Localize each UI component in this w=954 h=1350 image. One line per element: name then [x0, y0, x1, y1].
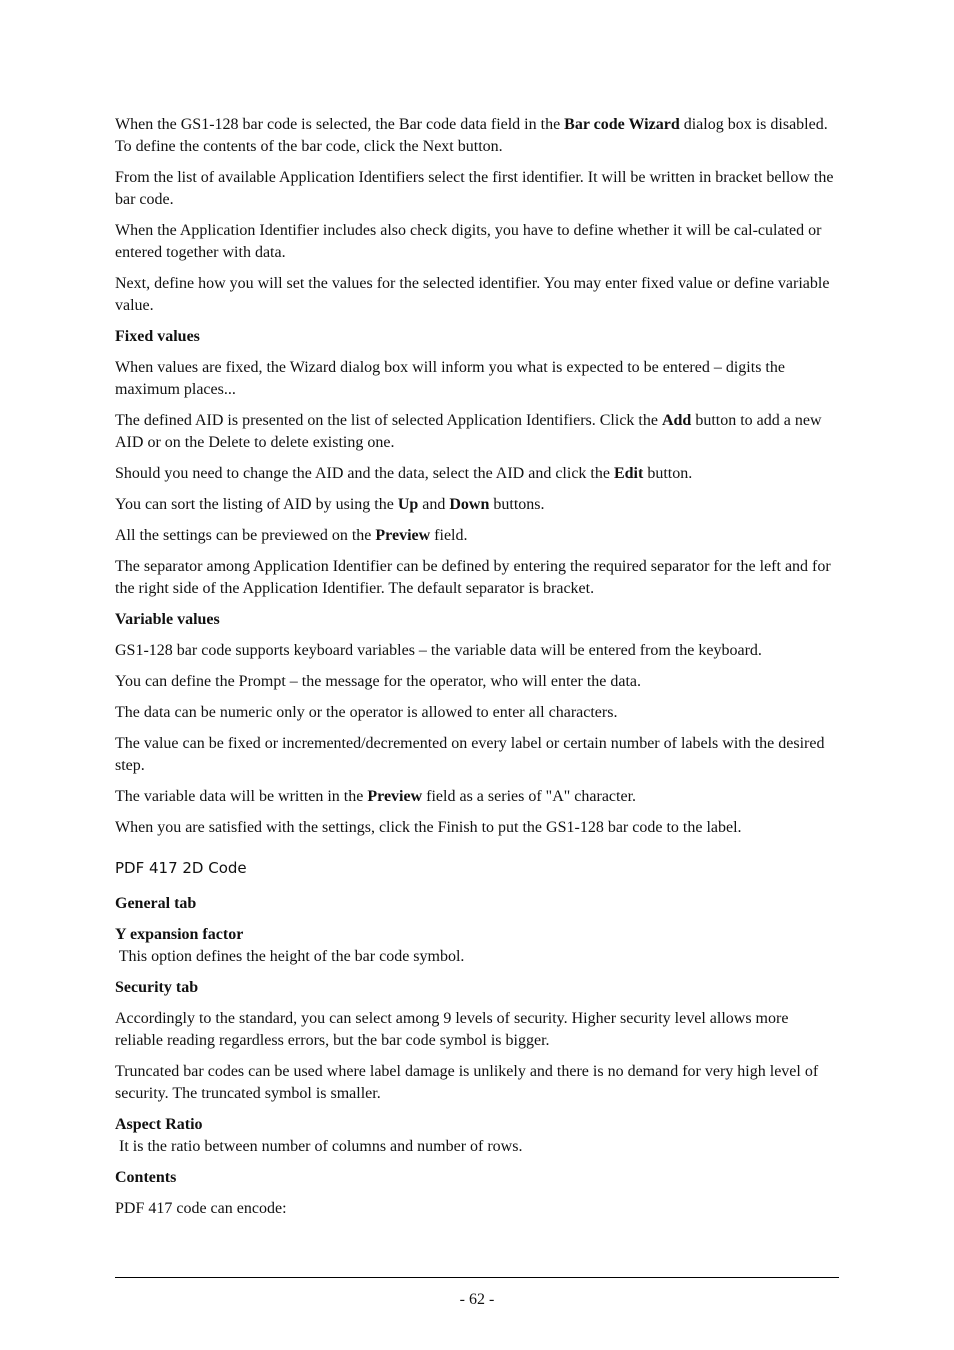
paragraph: When the GS1-128 bar code is selected, the Bar code data field in the Bar code Wizard dialog box is disabled. To define the contents of the bar code, click the Next button.: [115, 116, 828, 155]
y-expansion-heading: Y expansion factor: [115, 926, 244, 943]
paragraph: From the list of available Application Identifiers select the first identifier. It will be written in bracket bellow the bar code.: [115, 169, 834, 208]
paragraph: When you are satisfied with the settings, click the Finish to put the GS1-128 bar code to the label.: [115, 819, 742, 836]
paragraph: The variable data will be written in the Preview field as a series of "A" character.: [115, 788, 637, 805]
bold-term: Preview: [367, 788, 423, 805]
paragraph: All the settings can be previewed on the Preview field.: [115, 527, 468, 544]
fixed-values-heading: Fixed values: [115, 328, 200, 345]
paragraph: The separator among Application Identifier can be defined by entering the required separator for the left and for the right side of the Application Identifier. The default separator is bracket.: [115, 558, 831, 597]
paragraph: You can define the Prompt – the message for the operator, who will enter the data.: [115, 673, 642, 690]
paragraph: You can sort the listing of AID by using the Up and Down buttons.: [115, 496, 545, 513]
paragraph: Truncated bar codes can be used where label damage is unlikely and there is no demand for very high level of security. The truncated symbol is smaller.: [115, 1063, 819, 1102]
security-tab-heading: Security tab: [115, 979, 199, 996]
page-number: - 62 -: [459, 1291, 495, 1308]
paragraph: Next, define how you will set the values for the selected identifier. You may enter fixed value or define variable value.: [115, 275, 830, 314]
paragraph: PDF 417 code can encode:: [115, 1200, 287, 1217]
paragraph: GS1-128 bar code supports keyboard variables – the variable data will be entered from the keyboard.: [115, 642, 762, 659]
paragraph: Should you need to change the AID and the data, select the AID and click the Edit button.: [115, 465, 693, 482]
general-tab-heading: General tab: [115, 895, 197, 912]
contents-heading: Contents: [115, 1169, 177, 1186]
bold-term: Add: [661, 412, 692, 429]
bold-term: Preview: [375, 527, 431, 544]
paragraph: When the Application Identifier includes also check digits, you have to define whether it will be cal-culated or entered together with data.: [115, 222, 822, 261]
footer-divider: [115, 1277, 839, 1278]
paragraph: The data can be numeric only or the operator is allowed to enter all characters.: [115, 704, 618, 721]
paragraph: The defined AID is presented on the list of selected Application Identifiers. Click the Add button to add a new AID or on the Delete to delete existing one.: [115, 412, 822, 451]
variable-values-heading: Variable values: [115, 611, 220, 628]
paragraph: The value can be fixed or incremented/decremented on every label or certain number of labels with the desired step.: [115, 735, 825, 774]
paragraph: When values are fixed, the Wizard dialog box will inform you what is expected to be entered – digits the maximum places...: [115, 359, 785, 398]
document-body: [115, 114, 839, 1229]
bold-term: Bar code Wizard: [564, 116, 680, 133]
section-title: PDF 417 2D Code: [115, 859, 247, 877]
paragraph: Accordingly to the standard, you can select among 9 levels of security. Higher security level allows more reliable reading regardless errors, but the bar code symbol is bigger.: [115, 1010, 789, 1049]
bold-term: Up: [397, 496, 419, 513]
paragraph: This option defines the height of the bar code symbol.: [115, 948, 465, 965]
paragraph: It is the ratio between number of columns and number of rows.: [115, 1138, 523, 1155]
bold-term: Edit: [613, 465, 644, 482]
aspect-ratio-heading: Aspect Ratio: [115, 1116, 203, 1133]
bold-term: Down: [449, 496, 490, 513]
